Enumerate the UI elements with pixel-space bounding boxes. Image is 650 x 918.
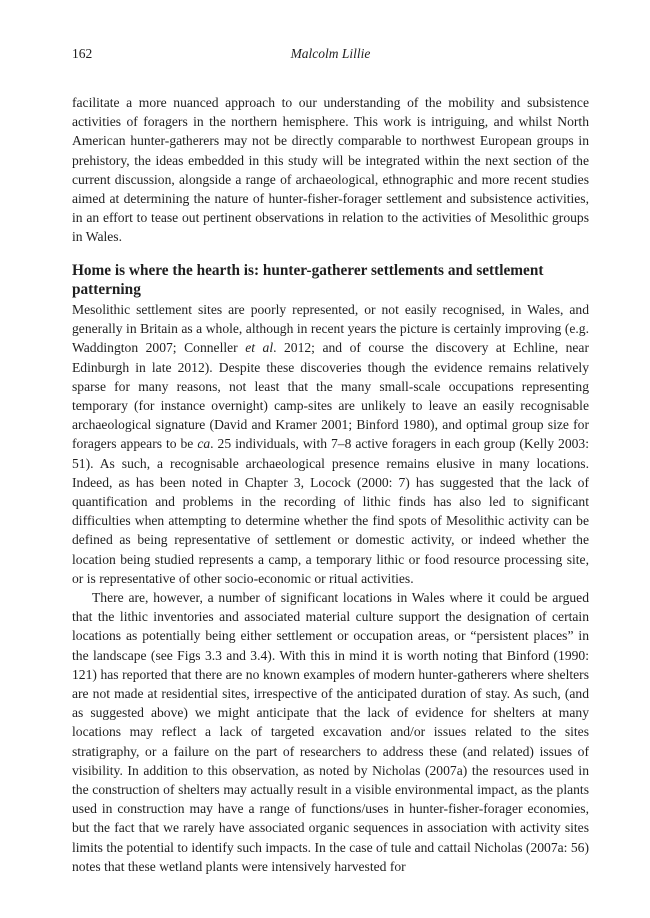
running-head-author: Malcolm Lillie (290, 46, 371, 61)
p1-text-a: Mesolithic settlement sites are poorly represented, or not easily recognised, in Wales, and generally in Britain as a whole, although in recent years the picture is certainly improving (e.g. Waddington 2007; Conneller (72, 302, 589, 356)
p1-text-e: . 25 individuals, with 7–8 active foragers in each group (Kelly 2003: 51). As such, a recognisable archaeological presence remains elusive in many locations. Indeed, as has been noted in Chapter 3, Locock (2000: 7) has suggested that the lack of quantification and problems in the recording of lithic finds has also led to significant difficulties when attempting to determine whether the find spots of Mesolithic activity can be defined as being representative of settlement or domestic activity, or indeed whether the location being studied represents a camp, a temporary lithic or food resource processing site, or is representative of other socio-economic or ritual activities. (72, 436, 589, 586)
intro-paragraph: facilitate a more nuanced approach to our understanding of the mobility and subsistence activities of foragers in the northern hemisphere. This work is intriguing, and whilst North American hunter-gatherers may not be directly comparable to northwest European groups in prehistory, the ideas embedded in this study will be integrated within the next section of the current discussion, alongside a range of archaeological, ethnographic and more recent studies aimed at determining the nature of hunter-fisher-forager settlement and subsistence activities, in an effort to tease out pertinent observations in relation to the activities of Mesolithic groups in Wales. (72, 95, 589, 245)
body-paragraph-1 (72, 300, 589, 588)
page-number: 162 (72, 46, 93, 61)
p1-italic-et-al: et al (245, 340, 274, 356)
section-heading: Home is where the hearth is: hunter-gatherer settlements and settlement patterning (72, 262, 544, 298)
section-body (72, 300, 589, 876)
intro-paragraph-block (72, 93, 589, 247)
body-paragraph-2: There are, however, a number of significant locations in Wales where it could be argued that the lithic inventories and associated material culture support the designation of certain locations as potentially being either settlement or occupation areas, or “persistent places” in the landscape (see Figs 3.3 and 3.4). With this in mind it is worth noting that Binford (1990: 121) has reported that there are no known examples of modern hunter-gatherers where shelters are not made at residential sites, irrespective of the anticipated duration of stay. As such, (and as suggested above) we might anticipate that the lack of evidence for shelters at many locations may reflect a lack of targeted excavation and/or issues related to the sites stratigraphy, or a failure on the part of researchers to address these (and related) issues of visibility. In addition to this observation, as noted by Nicholas (2007a) the resources used in the construction of shelters may actually result in a visible environmental impact, as the plants used in construction may have a range of functions/uses in hunter-fisher-forager economies, but the fact that we rarely have associated organic sequences in association with activity sites limits the potential to identify such impacts. In the case of tule and cattail Nicholas (2007a: 56) notes that these wetland plants were intensively harvested for (72, 590, 589, 874)
running-head (72, 46, 589, 64)
p1-italic-ca: ca (197, 436, 211, 452)
p1-text-c: . 2012; and of course the discovery at Echline, near Edinburgh in late 2012). Despite these discoveries though the evidence remains relatively sparse for many reasons, not least that the many small-scale occupations representing temporary (for instance overnight) camp-sites are unlikely to leave an easily recognisable archaeological signature (David and Kramer 2001; Binford 1980), and optimal group size for foragers appears to be (72, 340, 589, 452)
